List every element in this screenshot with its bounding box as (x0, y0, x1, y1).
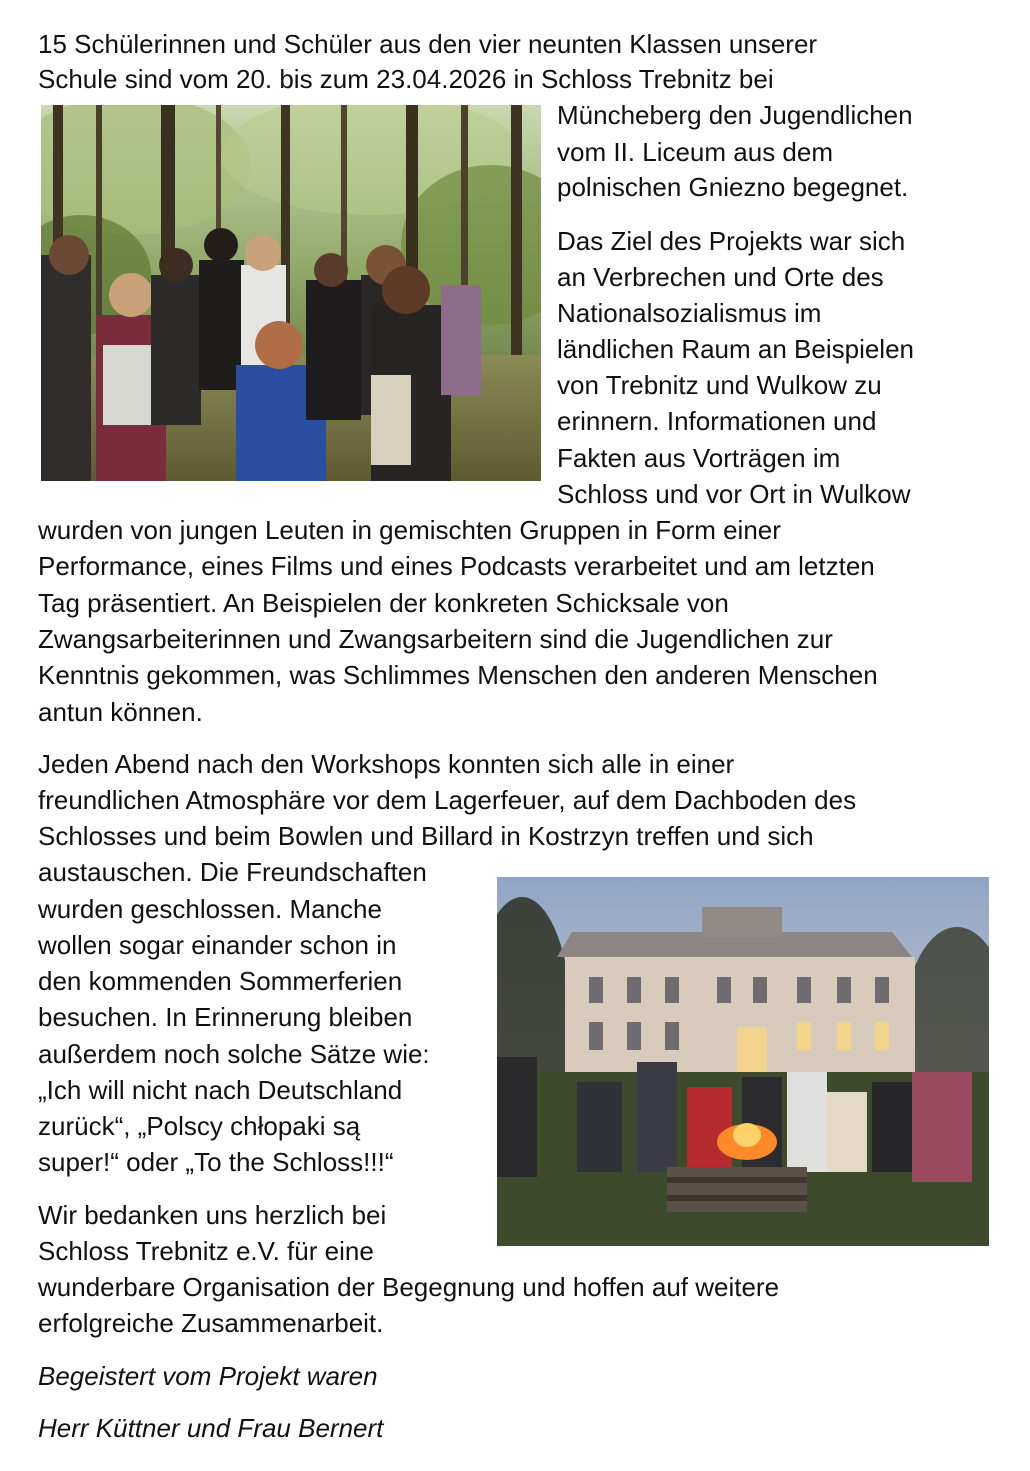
text-line: austauschen. Die Freundschaften (38, 857, 427, 887)
text-line: Schloss und vor Ort in Wulkow (557, 479, 911, 509)
forest-group-photo (41, 105, 541, 481)
text-line: von Trebnitz und Wulkow zu (557, 370, 882, 400)
signature-line: Begeistert vom Projekt waren (38, 1361, 378, 1391)
castle-campfire-photo (497, 877, 989, 1246)
text-line: super!“ oder „To the Schloss!!!“ (38, 1147, 394, 1177)
text-line: Fakten aus Vorträgen im (557, 443, 841, 473)
text-line: Das Ziel des Projekts war sich (557, 226, 906, 256)
text-line: Schlosses und beim Bowlen und Billard in Kostrzyn treffen und sich (38, 821, 814, 851)
text-line: polnischen Gniezno begegnet. (557, 172, 909, 202)
text-line: 15 Schülerinnen und Schüler aus den vier neunten Klassen unserer (38, 29, 818, 59)
text-line: an Verbrechen und Orte des (557, 262, 884, 292)
text-line: erfolgreiche Zusammenarbeit. (38, 1308, 384, 1338)
text-line: Zwangsarbeiterinnen und Zwangsarbeitern sind die Jugendlichen zur (38, 624, 833, 654)
text-line: wurden geschlossen. Manche (38, 894, 382, 924)
text-line: wollen sogar einander schon in (38, 930, 397, 960)
text-line: Schule sind vom 20. bis zum 23.04.2026 in Schloss Trebnitz bei (38, 64, 774, 94)
signature-names: Herr Küttner und Frau Bernert (38, 1413, 384, 1443)
text-line: zurück“, „Polscy chłopaki są (38, 1111, 361, 1141)
text-line: wunderbare Organisation der Begegnung und hoffen auf weitere (38, 1272, 780, 1302)
text-line: Schloss Trebnitz e.V. für eine (38, 1236, 374, 1266)
text-line: Tag präsentiert. An Beispielen der konkreten Schicksale von (38, 588, 729, 618)
text-line: Jeden Abend nach den Workshops konnten sich alle in einer (38, 749, 735, 779)
text-line: Kenntnis gekommen, was Schlimmes Menschen den anderen Menschen (38, 660, 878, 690)
text-line: „Ich will nicht nach Deutschland (38, 1075, 403, 1105)
text-line: besuchen. In Erinnerung bleiben (38, 1002, 413, 1032)
text-line: Müncheberg den Jugendlichen (557, 100, 913, 130)
text-line: ländlichen Raum an Beispielen (557, 334, 915, 364)
text-line: den kommenden Sommerferien (38, 966, 403, 996)
text-line: vom II. Liceum aus dem (557, 137, 833, 167)
text-line: erinnern. Informationen und (557, 406, 877, 436)
text-line: außerdem noch solche Sätze wie: (38, 1039, 430, 1069)
text-line: Performance, eines Films und eines Podcasts verarbeitet und am letzten (38, 551, 875, 581)
text-line: freundlichen Atmosphäre vor dem Lagerfeuer, auf dem Dachboden des (38, 785, 857, 815)
text-line: wurden von jungen Leuten in gemischten Gruppen in Form einer (38, 515, 781, 545)
text-line: Nationalsozialismus im (557, 298, 822, 328)
text-line: Wir bedanken uns herzlich bei (38, 1200, 387, 1230)
text-line: antun können. (38, 697, 203, 727)
